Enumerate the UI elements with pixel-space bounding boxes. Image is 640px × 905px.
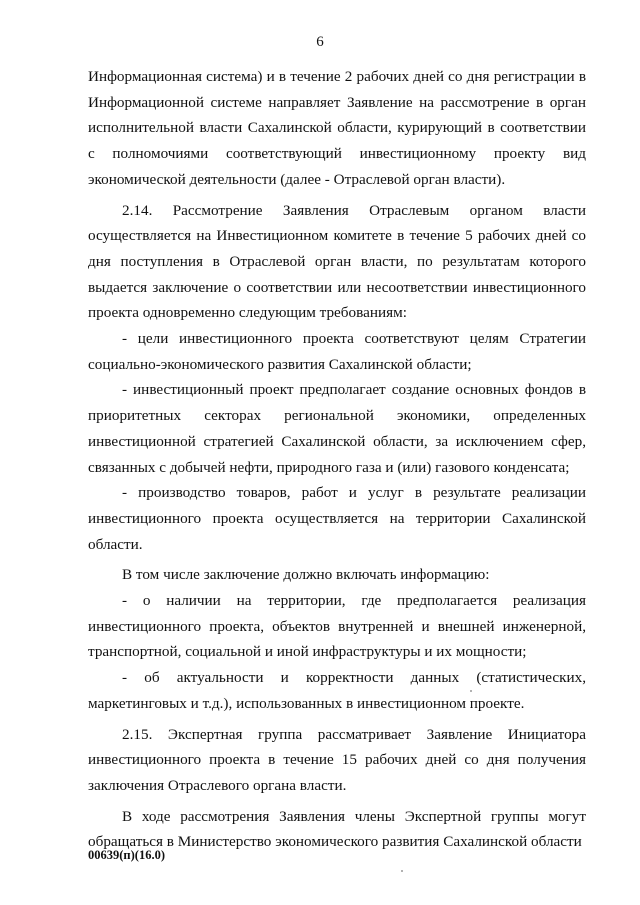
paragraph-conclusion-info: В том числе заключение должно включать информацию: (122, 566, 490, 584)
paragraph-continuation: Информационная система) и в течение 2 рабочих дней со дня регистрации в Информационной системе направляет Заявление на рассмотрение в орган исполнительной власти Сахалинской области, курирующий в соответствии с полномочиями соответствующий инвестиционному проекту вид экономической деятельности (далее - Отраслевой орган власти). (88, 68, 586, 188)
paragraph-review: В ходе рассмотрения Заявления члены Экспертной группы могут обращаться в Министерство экономического развития Сахалинской области (88, 807, 586, 851)
scan-speck (401, 870, 403, 872)
info-item-2: - об актуальности и корректности данных (статистических, маркетинговых и т.д.), использованных в инвестиционном проекте. (88, 669, 586, 712)
requirement-item-2: - инвестиционный проект предполагает создание основных фондов в приоритетных секторах региональной экономики, определенных инвестиционной стратегией Сахалинской области, за исключением сфер, связанных с добычей нефти, природного газа и (или) газового конденсата; (88, 381, 586, 476)
paragraph-clause-2-15: 2.15. Экспертная группа рассматривает Заявление Инициатора инвестиционного проекта в течение 15 рабочих дней со дня получения заключения Отраслевого органа власти. (88, 725, 586, 794)
requirement-item-1: - цели инвестиционного проекта соответствуют целям Стратегии социально-экономического развития Сахалинской области; (88, 330, 586, 373)
document-body (88, 64, 586, 855)
page-number: 6 (316, 34, 324, 50)
paragraph-clause-2-14: 2.14. Рассмотрение Заявления Отраслевым органом власти осуществляется на Инвестиционном комитете в течение 5 рабочих дней со дня поступления в Отраслевой орган власти, по результатам которого выдается заключение о соответствии или несоответствии инвестиционного проекта одновременно следующим требованиям: (88, 201, 586, 322)
info-item-1: - о наличии на территории, где предполагается реализация инвестиционного проекта, объектов внутренней и внешней инженерной, транспортной, социальной и иной инфраструктуры и их мощности; (88, 592, 586, 661)
scan-speck (470, 690, 472, 692)
document-footer-code: 00639(п)(16.0) (88, 848, 165, 862)
requirement-item-3: - производство товаров, работ и услуг в результате реализации инвестиционного проекта осуществляется на территории Сахалинской области. (88, 484, 586, 553)
